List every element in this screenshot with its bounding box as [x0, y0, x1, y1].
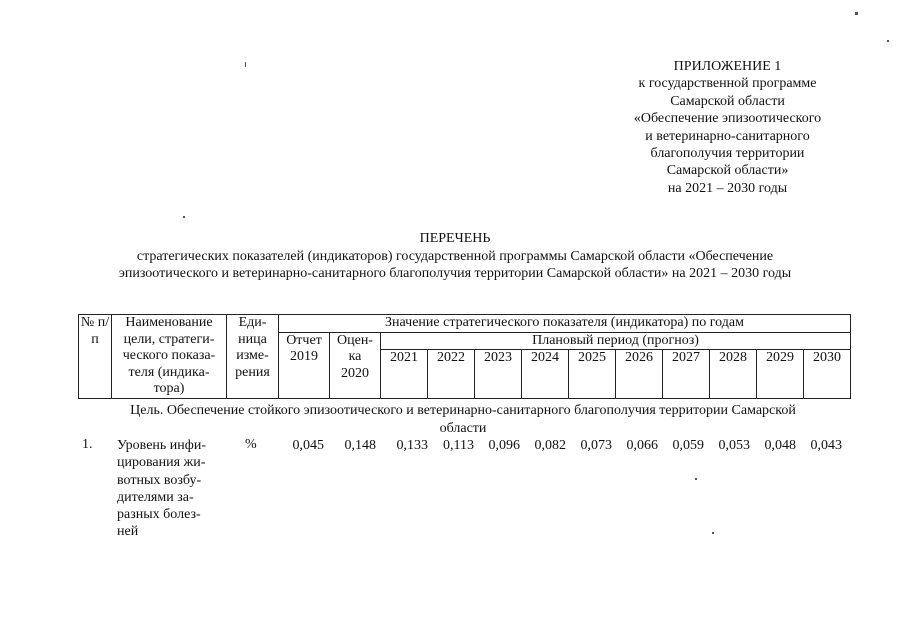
appendix-line: благополучия территории [650, 146, 805, 162]
appendix-line: «Обеспечение эпизоотического [633, 111, 822, 127]
header-report-2019 [279, 332, 330, 399]
row-name-line: дителями за- [117, 489, 194, 505]
row-value-2023: 0,096 [488, 438, 520, 453]
header-year: 2030 [804, 350, 851, 399]
header-number-text: № п/п [80, 315, 110, 347]
scan-speck [855, 12, 858, 15]
appendix-line: и ветеринарно-санитарного [645, 128, 810, 144]
appendix-line: ПРИЛОЖЕНИЕ 1 [673, 59, 782, 74]
header-year: 2022 [428, 350, 475, 399]
header-year: 2024 [522, 350, 569, 399]
scan-speck [183, 216, 185, 218]
row-value-2021: 0,133 [396, 438, 428, 453]
row-value-2026: 0,066 [626, 438, 658, 453]
document-title: ПЕРЕЧЕНЬ [419, 231, 491, 246]
scan-speck [695, 478, 697, 480]
row-value-2024: 0,082 [534, 438, 566, 453]
row-value-2022: 0,113 [443, 438, 474, 453]
header-unit-text: Еди-ница изме-рения [235, 315, 270, 380]
row-unit: % [245, 437, 257, 452]
header-year: 2026 [616, 350, 663, 399]
row-value-2030: 0,043 [810, 438, 842, 453]
header-report-text: Отчет 2019 [286, 332, 322, 365]
row-value-2019: 0,045 [292, 438, 324, 453]
row-indicator-name [117, 437, 206, 541]
appendix-block [600, 58, 855, 197]
row-number: 1. [82, 437, 93, 452]
header-year: 2025 [569, 350, 616, 399]
header-name-text: Наименование цели, стратеги-ческого показа-теля (индика-тора) [122, 315, 216, 397]
row-value-2028: 0,053 [718, 438, 750, 453]
row-name-line: ней [117, 524, 139, 540]
header-estimate-text: Оцен-ка 2020 [337, 332, 373, 381]
document-subtitle-line: стратегических показателей (индикаторов) государственной программы Самарской области «Обеспечение [136, 248, 774, 264]
row-name-line: разных болез- [117, 507, 201, 523]
row-name-line: Уровень инфи- [117, 438, 207, 453]
appendix-line: Самарской области» [666, 163, 789, 179]
header-plan-period: Плановый период (прогноз) [381, 332, 851, 350]
goal-statement [78, 402, 848, 437]
row-value-2027: 0,059 [672, 438, 704, 453]
header-cell-number [79, 315, 112, 399]
scan-speck [245, 62, 246, 67]
header-estimate-2020 [330, 332, 381, 399]
header-year: 2029 [757, 350, 804, 399]
row-value-2029: 0,048 [764, 438, 796, 453]
indicators-table-header [78, 314, 851, 399]
document-heading [60, 230, 850, 283]
header-year: 2021 [381, 350, 428, 399]
header-year: 2027 [663, 350, 710, 399]
appendix-line: на 2021 – 2030 годы [667, 180, 788, 196]
header-year: 2023 [475, 350, 522, 399]
row-name-line: вотных возбу- [117, 472, 202, 488]
scan-speck [712, 532, 714, 534]
header-year: 2028 [710, 350, 757, 399]
row-value-2020: 0,148 [344, 438, 376, 453]
appendix-line: Самарской области [670, 93, 785, 109]
header-cell-name [112, 315, 227, 399]
row-name-line: цирования жи- [117, 455, 206, 471]
goal-line: Цель. Обеспечение стойкого эпизоотического и ветеринарно-санитарного благополучия территории Самарской [130, 403, 796, 418]
scan-speck [887, 40, 889, 42]
appendix-line: к государственной программе [638, 76, 817, 92]
header-cell-unit [227, 315, 279, 399]
header-values-title: Значение стратегического показателя (индикатора) по годам [279, 315, 851, 333]
goal-line: области [439, 420, 487, 436]
document-subtitle-line: эпизоотического и ветеринарно-санитарного благополучия территории Самарской области» на 2021 – 2030 годы [118, 266, 792, 281]
row-value-2025: 0,073 [580, 438, 612, 453]
